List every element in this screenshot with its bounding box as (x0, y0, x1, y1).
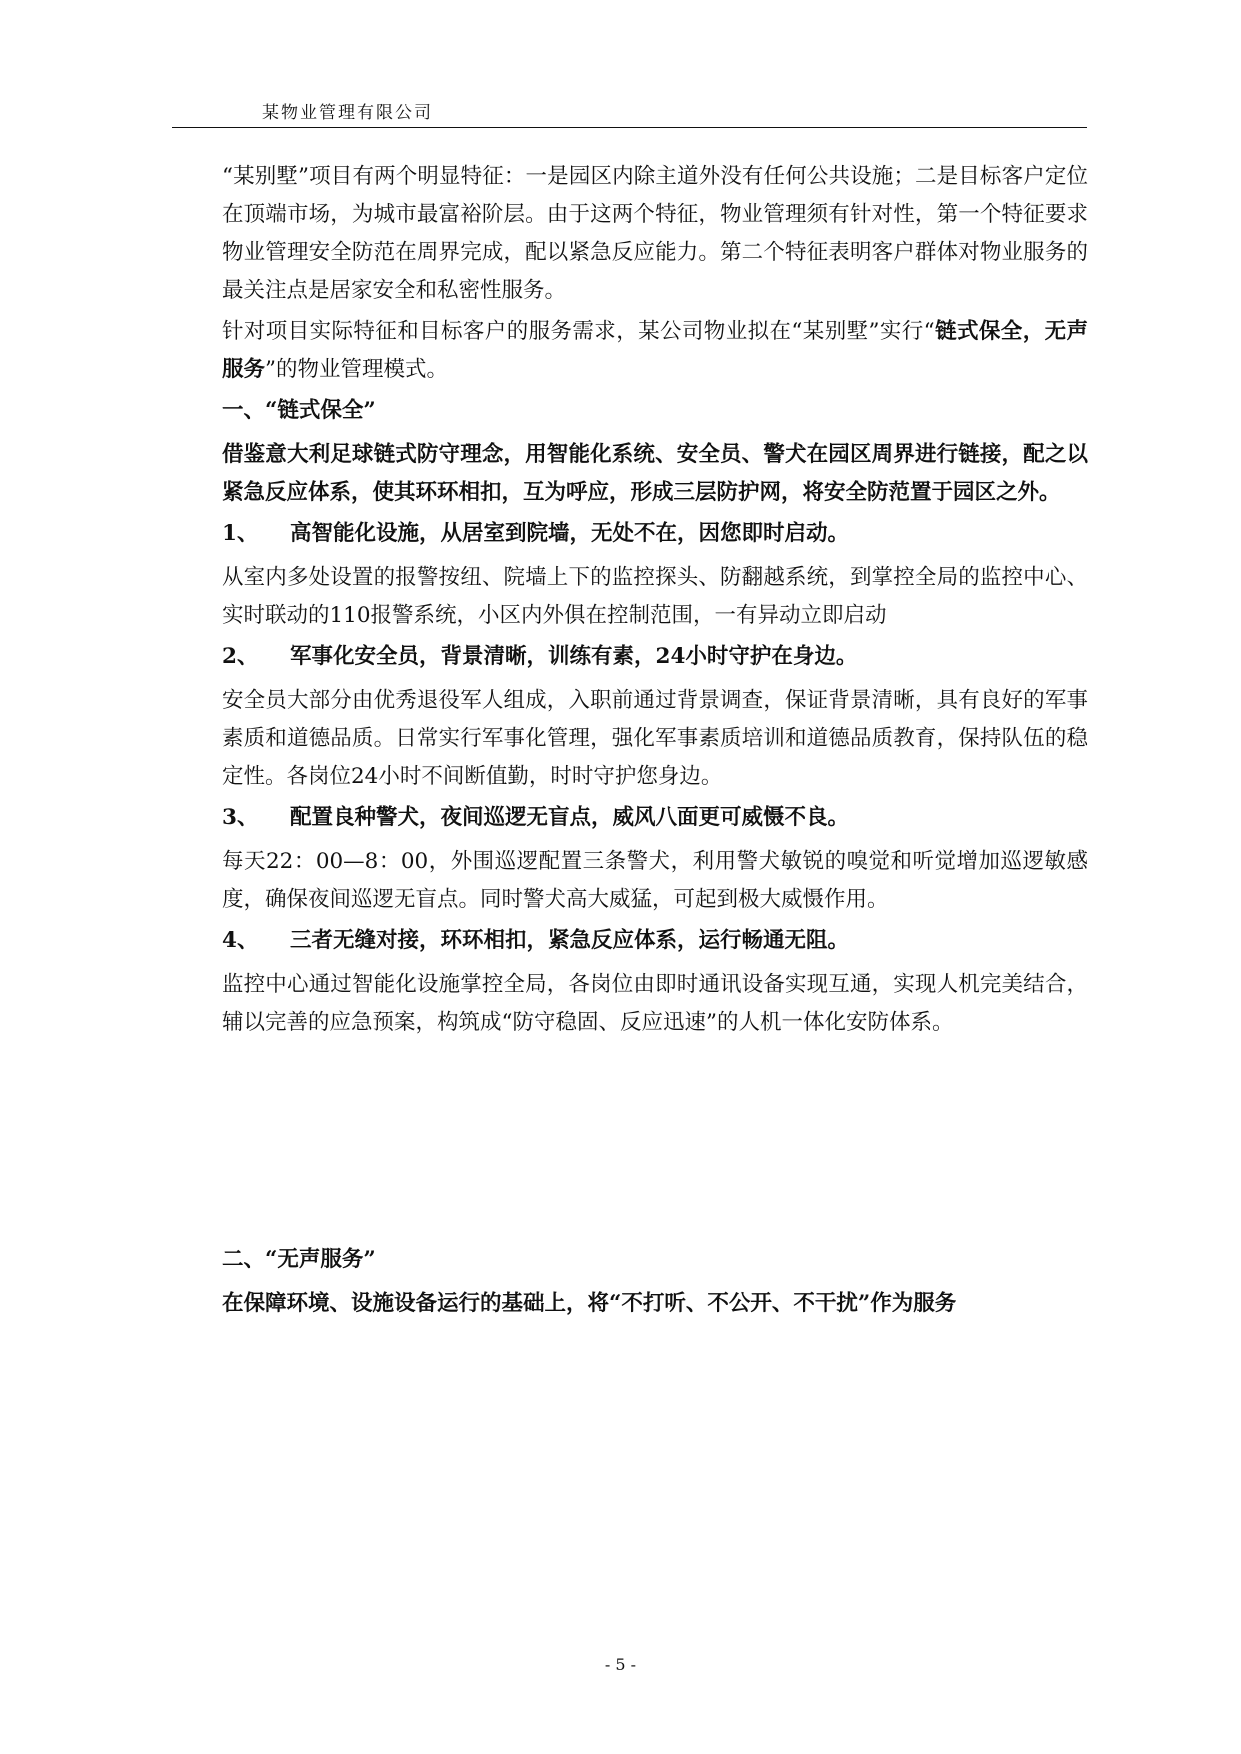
blank-space (222, 1045, 1088, 1241)
intro-paragraph-2-bold: 链式保全，无声服务 (222, 319, 1088, 382)
section-1-item-4-body: 监控中心通过智能化设施掌控全局，各岗位由即时通讯设备实现互通，实现人机完美结合，辅以完善的应急预案，构筑成“防守稳固、反应迅速”的人机一体化安防体系。 (222, 972, 1088, 1035)
company-name: 某物业管理有限公司 (262, 103, 433, 123)
item-number: 1、 (222, 521, 259, 546)
item-title: 高智能化设施，从居室到院墙，无处不在，因您即时启动。 (290, 521, 850, 546)
intro-paragraph-1 (222, 158, 1088, 310)
section-1-lead: 借鉴意大利足球链式防守理念，用智能化系统、安全员、警犬在园区周界进行链接，配之以紧急反应体系，使其环环相扣，互为呼应，形成三层防护网，将安全防范置于园区之外。 (222, 442, 1088, 505)
intro-paragraph-2-prefix: 针对项目实际特征和目标客户的服务需求，某公司物业拟在“某别墅”实行“ (222, 319, 935, 344)
section-2-title: 二、“无声服务” (222, 1247, 376, 1272)
item-number: 4、 (222, 928, 259, 953)
section-1-item-2-body: 安全员大部分由优秀退役军人组成，入职前通过背景调查，保证背景清晰，具有良好的军事素质和道德品质。日常实行军事化管理，强化军事素质培训和道德品质教育，保持队伍的稳定性。各岗位24小时不间断值勤，时时守护您身边。 (222, 688, 1088, 789)
section-1-item-2-heading (222, 638, 1088, 676)
section-1-item-4-heading (222, 922, 1088, 960)
section-1-item-1-body: 从室内多处设置的报警按纽、院墙上下的监控探头、防翻越系统，到掌控全局的监控中心、实时联动的110报警系统，小区内外俱在控制范围，一有异动立即启动 (222, 565, 1088, 628)
document-body (222, 158, 1088, 1326)
intro-paragraph-2 (222, 313, 1088, 389)
section-1-title: 一、“链式保全” (222, 398, 376, 423)
item-title: 配置良种警犬，夜间巡逻无盲点，威风八面更可威慑不良。 (290, 805, 850, 830)
section-2-lead: 在保障环境、设施设备运行的基础上，将“不打听、不公开、不干扰”作为服务 (222, 1291, 957, 1316)
header-divider (172, 127, 1087, 128)
section-1-item-1-heading (222, 515, 1088, 553)
item-title: 军事化安全员，背景清晰，训练有素，24小时守护在身边。 (290, 644, 858, 669)
section-1-item-3-heading (222, 799, 1088, 837)
item-number: 2、 (222, 644, 259, 669)
intro-paragraph-1-text: “某别墅”项目有两个明显特征：一是园区内除主道外没有任何公共设施；二是目标客户定位在顶端市场，为城市最富裕阶层。由于这两个特征，物业管理须有针对性，第一个特征要求物业管理安全防范在周界完成，配以紧急反应能力。第二个特征表明客户群体对物业服务的最关注点是居家安全和私密性服务。 (222, 164, 1088, 303)
item-number: 3、 (222, 805, 259, 830)
section-1-item-3-body: 每天22：00—8：00，外围巡逻配置三条警犬，利用警犬敏锐的嗅觉和听觉增加巡逻敏感度，确保夜间巡逻无盲点。同时警犬高大威猛，可起到极大威慑作用。 (222, 849, 1088, 912)
page-number: - 5 - (604, 1655, 637, 1674)
intro-paragraph-2-suffix: ”的物业管理模式。 (265, 357, 449, 382)
item-title: 三者无缝对接，环环相扣，紧急反应体系，运行畅通无阻。 (290, 928, 850, 953)
